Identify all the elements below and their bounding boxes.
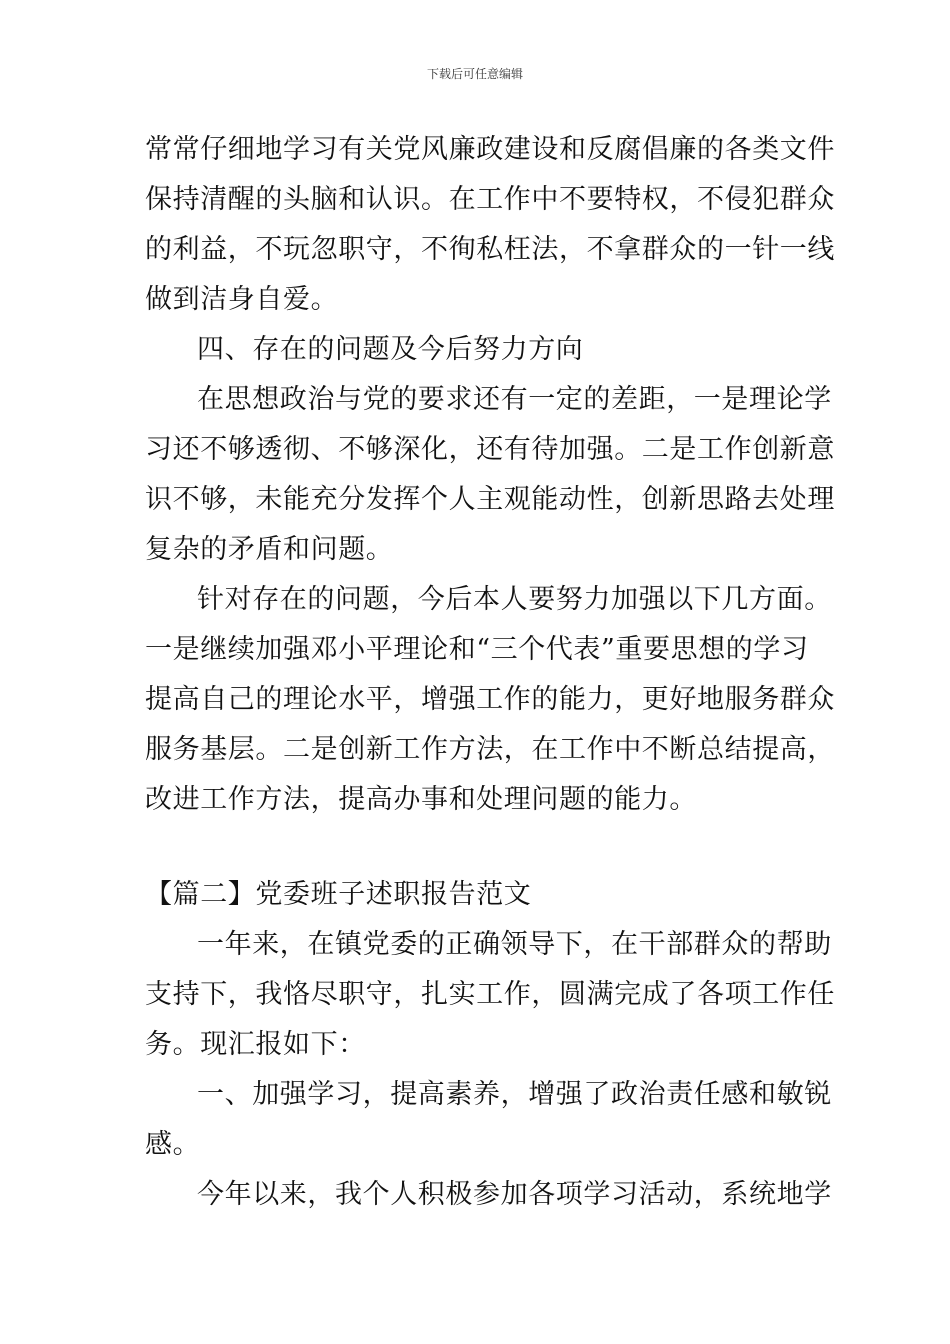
body-text-line: 常常仔细地学习有关党风廉政建设和反腐倡廉的各类文件 [145,134,835,165]
body-text-line: 一年来，在镇党委的正确领导下，在干部群众的帮助 [197,929,832,960]
body-text-line: 做到洁身自爱。 [145,284,339,315]
body-text-line: 保持清醒的头脑和认识。在工作中不要特权，不侵犯群众 [145,184,835,215]
page-header-note: 下载后可任意编辑 [426,67,523,81]
body-text-line: 支持下，我恪尽职守，扎实工作，圆满完成了各项工作任 [145,979,835,1010]
body-text-line: 习还不够透彻、不够深化，还有待加强。二是工作创新意 [145,434,835,465]
body-text-line: 识不够，未能充分发挥个人主观能动性，创新思路去处理 [145,484,835,515]
body-text-line: 今年以来，我个人积极参加各项学习活动，系统地学 [197,1179,832,1210]
body-text-line: 务。现汇报如下： [145,1029,366,1060]
body-text-line: 一是继续加强邓小平理论和“三个代表”重要思想的学习 [145,634,809,665]
body-text-line: 复杂的矛盾和问题。 [145,534,394,565]
body-text-line: 针对存在的问题，今后本人要努力加强以下几方面。 [197,584,832,615]
body-text-line: 改进工作方法，提高办事和处理问题的能力。 [145,784,697,815]
body-text-line: 服务基层。二是创新工作方法，在工作中不断总结提高， [145,734,835,765]
body-text-line: 的利益，不玩忽职守，不徇私枉法，不拿群众的一针一线 [145,234,835,265]
body-text-line: 感。 [145,1129,201,1160]
body-text-line: 在思想政治与党的要求还有一定的差距，一是理论学 [197,384,832,415]
section-heading: 一、加强学习，提高素养，增强了政治责任感和敏锐 [197,1079,832,1110]
article-title: 【篇二】党委班子述职报告范文 [145,879,532,910]
section-heading: 四、存在的问题及今后努力方向 [197,334,584,365]
body-text-line: 提高自己的理论水平，增强工作的能力，更好地服务群众 [145,684,835,715]
